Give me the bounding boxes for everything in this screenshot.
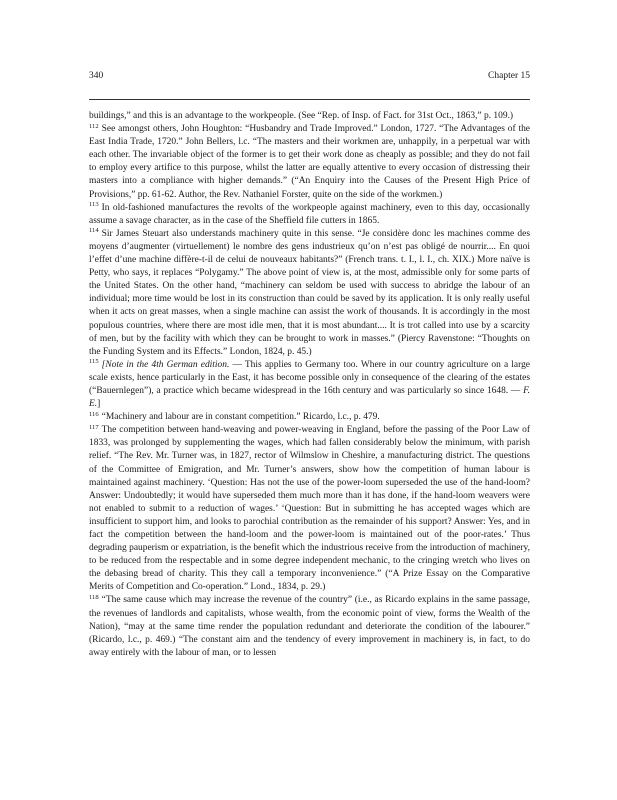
footnote-117: [89, 424, 530, 594]
footnote-number: 118: [89, 594, 99, 602]
footnote-number: 112: [89, 122, 99, 130]
footnote-text: “The same cause which may increase the revenue of the country” (i.e., as Ricardo explains in the same passage, the revenues of landlords and capitalists, whose wealth, from the economic point of view, forms the Wealth of the Nation), “may at the same time render the population redundant and deteriorate the condition of the labourer.” (Ricardo, l.c., p. 469.) “The constant aim and the tendency of every improvement in machinery is, in fact, to do away entirely with the labour of man, or to lessen: [89, 595, 530, 658]
footnote-tail: ]: [97, 399, 101, 410]
footnote-number: 117: [89, 423, 99, 431]
footnote-number: 114: [89, 227, 99, 235]
running-header: [89, 70, 530, 82]
book-page: [89, 70, 530, 660]
footnote-continuation: [89, 110, 530, 123]
footnote-text: — This applies to Germany too. Where in our country agriculture on a large scale exists, hence particularly in the East, it has become possible only in consequence of the clearing of the estates (“Bauernlegen”), a practice which became widespread in the 16th century and was particularly so since 1648. —: [89, 359, 530, 396]
footnote-113: [89, 202, 530, 228]
page-number: 340: [89, 71, 104, 81]
footnote-116: [89, 411, 530, 424]
footnote-114: [89, 228, 530, 359]
footnote-text: buildings,” and this is an advantage to the workpeople. (See “Rep. of Insp. of Fact. for 31st Oct., 1863,” p. 109.): [89, 111, 514, 121]
footnote-118: [89, 594, 530, 659]
chapter-title: Chapter 15: [488, 71, 530, 81]
footnote-text: The competition between hand-weaving and power-weaving in England, before the passing of the Poor Law of 1833, was prolonged by supplementing the wages, which had fallen considerably below the minimum, with parish relief. “The Rev. Mr. Turner was, in 1827, rector of Wilmslow in Cheshire, a manufacturing district. The questions of the Committee of Emigration, and Mr. Turner’s answers, show how the competition of human labour is maintained against machinery. ‘Question: Has not the use of the power-loom superseded the use of the hand-loom? Answer: Undoubtedly; it would have superseded them much more than it has done, if the hand-loom weavers were not enabled to submit to a reduction of wages.’ ‘Question: But in submitting he has accepted wages which are insufficient to support him, and looks to parochial contribution as the remainder of his support? Answer: Yes, and in fact the competition between the hand-loom and the power-loom is maintained out of the poor-rates.’ Thus degrading pauperism or expatriation, is the benefit which the industrious receive from the introduction of machinery, to be reduced from the respectable and in some degree independent mechanic, to the cringing wretch who lives on the debasing bread of charity. This they call a temporary inconvenience.” (“A Prize Essay on the Comparative Merits of Competition and Co-operation.” Lond., 1834, p. 29.): [89, 425, 530, 593]
footnote-115: [89, 359, 530, 411]
footnote-number: 116: [89, 410, 99, 418]
footnote-text: See amongst others, John Houghton: “Husbandry and Trade Improved.” London, 1727. “The Advantages of the East India Trade, 1720.” John Bellers, l.c. “The masters and their workmen are, unhappily, in a perpetual war with each other. The invariable object of the former is to get their work done as cheaply as possible; and they do not fail to employ every artifice to this purpose, whilst the latter are equally attentive to every occasion of distressing their masters into a compliance with higher demands.” (“An Enquiry into the Causes of the Present High Price of Provisions,” pp. 61-62. Author, the Rev. Nathaniel Forster, quite on the side of the workmen.): [89, 124, 530, 200]
footnote-text: “Machinery and labour are in constant competition.” Ricardo, l.c., p. 479.: [101, 412, 380, 423]
footnotes-body: [89, 110, 530, 660]
footnote-number: 115: [89, 358, 99, 366]
footnote-112: [89, 123, 530, 202]
footnote-italic-tail: F. E.: [89, 385, 530, 410]
footnote-text: Sir James Steuart also understands machinery quite in this sense. “Je considère donc les machines comme des moyens d’augmenter (virtuellement) le nombre des gens industrieux qu’on n’est pas obligé de nourrir.... En quoi l’effet d’une machine diffère-t-il de celui de nouveaux habitants?” (French trans. t. I., l. I., ch. XIX.) More naïve is Petty, who says, it replaces “Polygamy.” The above point of view is, at the most, admissible only for some parts of the United States. On the other hand, “machinery can seldom be used with success to abridge the labour of an individual; more time would be lost in its construction than could be saved by its application. It is only really useful when it acts on great masses, when a single machine can assist the work of thousands. It is accordingly in the most populous countries, where there are most idle men, that it is most abundant.... It is trot called into use by a scarcity of men, but by the facility with which they can be brought to work in masses.” (Piercy Ravenstone: “Thoughts on the Funding System and its Effects.” London, 1824, p. 45.): [89, 228, 530, 357]
footnote-text: In old-fashioned manufactures the revolts of the workpeople against machinery, even to this day, occasionally assume a savage character, as in the case of the Sheffield file cutters in 1865.: [89, 202, 530, 226]
footnote-italic-lead: [Note in the 4th German edition.: [101, 359, 230, 370]
header-rule: [89, 99, 530, 100]
footnote-number: 113: [89, 201, 99, 209]
